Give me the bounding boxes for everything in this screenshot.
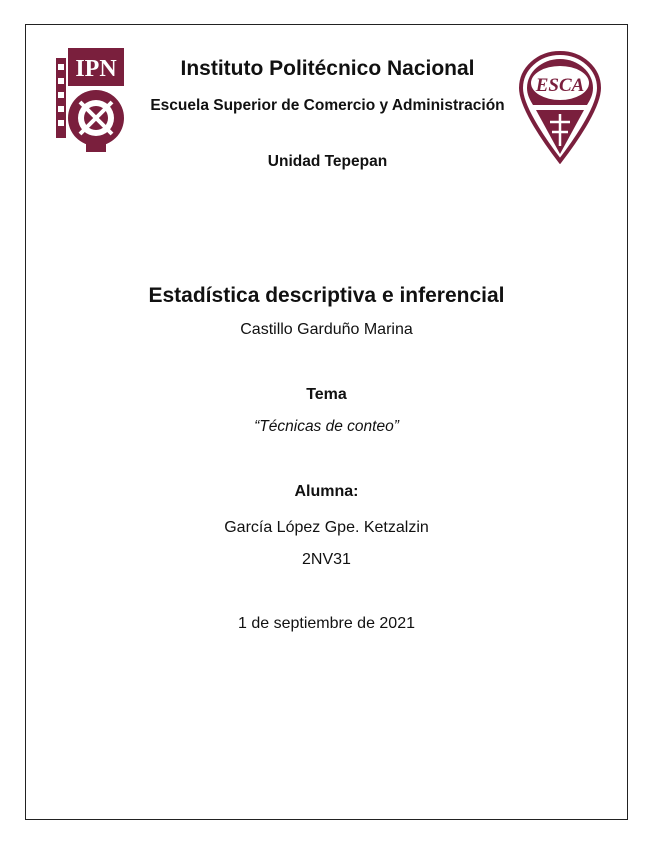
teacher-name: Castillo Garduño Marina (240, 321, 413, 338)
topic-label: Tema (306, 386, 347, 403)
document-date: 1 de septiembre de 2021 (237, 615, 415, 632)
student-label: Alumna: (294, 483, 359, 500)
svg-text:ESCA: ESCA (535, 75, 585, 96)
ipn-logo-icon (50, 44, 130, 154)
svg-text:IPN: IPN (75, 56, 117, 82)
subject-title: Estadística descriptiva e inferencial (148, 284, 505, 307)
esca-logo-icon (518, 50, 602, 164)
school-name: Escuela Superior de Comercio y Administración (150, 97, 505, 114)
unit-name: Unidad Tepepan (267, 153, 388, 170)
group-code: 2NV31 (302, 551, 351, 568)
student-name: García López Gpe. Ketzalzin (224, 519, 429, 536)
topic-title: “Técnicas de conteo” (254, 418, 399, 435)
institution-name: Instituto Politécnico Nacional (180, 57, 475, 80)
